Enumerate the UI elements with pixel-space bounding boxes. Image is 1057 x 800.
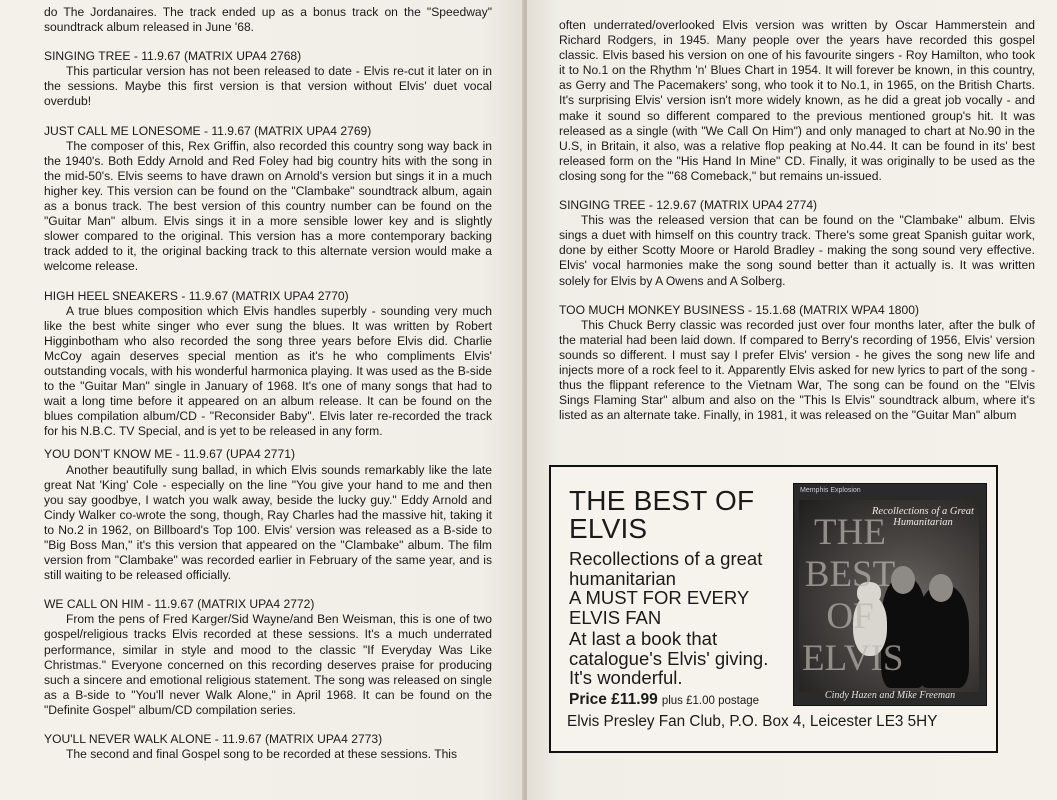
advert-text bbox=[569, 487, 779, 711]
section-body: A true blues composition which Elvis handles superbly - sounding very much like the best white singer who ever sung the blues. It was written by Robert Higginbotham who also recorded the song three years before Elvis did. Charlie McCoy again deserves special mention as it's he who compliments Elvis' outstanding vocals, with his wonderful harmonica playing. It was used as the B-side to the "Guitar Man" single in January of 1968. It's one of many songs that had to wait a long time before it appeared on an album release. It can be found on the blues compilation album/CD - "Reconsider Baby". Elvis later re-recorded the track for his N.B.C. TV Special, and is yet to be released in any form. bbox=[44, 303, 492, 439]
left-column bbox=[44, 5, 492, 762]
section-heading: HIGH HEEL SNEAKERS - 11.9.67 (MATRIX UPA4 2770) bbox=[44, 288, 349, 303]
section-body: This Chuck Berry classic was recorded just over four months later, after the bulk of the material had been laid down. If compared to Berry's recording of 1956, Elvis' version sounds so different. I must say I prefer Elvis' version - he gives the song new life and injects more of a rock feel to it. Apparently Elvis asked for new lyrics to part of the song - thus the flippant reference to the Vietnam War, The song can be found on the "Elvis Sings Flaming Star" album and also on the "This Is Elvis" soundtrack album, where it's listed as an alternate take. Finally, in 1981, it was released on the "Guitar Man" album bbox=[559, 317, 1035, 423]
section-heading: SINGING TREE - 12.9.67 (MATRIX UPA4 2774) bbox=[559, 198, 818, 213]
right-column bbox=[559, 18, 1035, 423]
section-body: Another beautifully sung ballad, in which Elvis sounds remarkably like the late great Nat 'King' Cole - especially on the line "You give your hand to me and then you say goodbye, I watch you walk away, beside the lucky guy." Eddy Arnold and Cindy Walker co-wrote the song, though, Ray Charles had the massive hit, taking it to No.2 in 1962, on Billboard's Top 100. Elvis' version was released as a B-side to "Big Boss Man," it's this version that appeared on the "Clambake" album. The film version from "Clambake" was recorded earlier in February of the same year, and is still waiting to be released officially. bbox=[44, 462, 492, 583]
left-page bbox=[0, 0, 524, 800]
section-heading: YOU DON'T KNOW ME - 11.9.67 (UPA4 2771) bbox=[44, 447, 295, 462]
section-body: The composer of this, Rex Griffin, also recorded this country song way back in the 1940's. Both Eddy Arnold and Red Foley had big country hits with the song in the mid-50's. Elvis seems to have drawn on Arnold's version but sings it in a much higher key. This version can be found on the "Clambake" soundtrack album, again as a bonus track. The best version of this country number can be found on the "Guitar Man" album. Elvis sings it in a more sensible lower key and is slightly slower compared to the original. This version has a more contemporary backing track added to it, the original backing track to this alternate version would make a welcome release. bbox=[44, 138, 492, 274]
price-label: Price £11.99 bbox=[569, 690, 658, 708]
cover-publisher: Memphis Explosion bbox=[800, 487, 861, 494]
figure-face bbox=[929, 574, 953, 602]
section-heading: YOU'LL NEVER WALK ALONE - 11.9.67 (MATRIX UPA4 2773) bbox=[44, 732, 383, 747]
advert-tagline: A MUST FOR EVERY ELVIS FAN bbox=[569, 587, 749, 628]
section-heading: TOO MUCH MONKEY BUSINESS - 15.1.68 (MATRIX WPA4 1800) bbox=[559, 302, 919, 317]
right-intro: often underrated/overlooked Elvis version was written by Oscar Hammerstein and Richard Rodgers, in 1945. Many people over the years have recorded this gospel classic. Elvis based his version on one of his favourite singers - Roy Hamilton, who took it to No.1 on the Rhythm 'n' Blues Chart in 1954. It will forever be known, in this country, as Gerry and The Pacemakers' song, who took it to No.1, in 1965, on the British Charts. It's surprising Elvis' version isn't more widely known, as he did a great job vocally - and make it sound so different compared to the previous mentioned group's hit. It was released as a single (with "We Call On Him") and only managed to chart at No.90 in the U.S, in Britain, it also, was a relative flop peaking at No.44. It can be found in its' best released form on the "His Hand In Mine" CD. Finally, it was originally to be used as the closing song for the "'68 Comeback," but remains un-issued. bbox=[559, 18, 1035, 183]
advert-subtitle: Recollections of a great humanitarian bbox=[569, 548, 763, 589]
advert-blurb: At last a book that catalogue's Elvis' giving. It's wonderful. bbox=[569, 628, 769, 688]
advert-title-line2: ELVIS bbox=[569, 513, 648, 544]
cover-title: THE BEST OF ELVIS bbox=[802, 512, 904, 679]
section-heading: WE CALL ON HIM - 11.9.67 (MATRIX UPA4 2772) bbox=[44, 597, 315, 612]
section-body: The second and final Gospel song to be recorded at these sessions. This bbox=[66, 747, 458, 762]
section-body: From the pens of Fred Karger/Sid Wayne/and Ben Weisman, this is one of two gospel/religious tracks Elvis recorded at these sessions. It's a much underrated performance, similar in style and mood to the classic "If Everyday Was Like Christmas." Everyone concerned on this recording deserves praise for producing such a sincere and emotional religious statement. The song was released on single as a B-side to "You'll never Walk Alone," in April 1968. It can be found on the "Definite Gospel" album/CD compilation series. bbox=[44, 612, 492, 717]
advert-price bbox=[569, 690, 779, 711]
postage-label: plus £1.00 postage bbox=[661, 694, 760, 707]
advert-title-line1: THE BEST OF bbox=[569, 485, 755, 516]
section-body: This was the released version that can be found on the "Clambake" album. Elvis sings a duet with himself on this country track. There's some great Spanish guitar work, done by either Scotty Moore or Harold Bradley - making the song sound very effective. Elvis' vocal harmonies make the song sound better than it actually is. It was written solely for Elvis by A Owens and A Solberg. bbox=[559, 213, 1035, 288]
section-body: This particular version has not been released to date - Elvis re-cut it later on in the sessions. Maybe this first version is that version without Elvis' duet vocal overdub! bbox=[44, 64, 492, 109]
left-intro: do The Jordanaires. The track ended up as a bonus track on the "Speedway" soundtrack album released in June '68. bbox=[44, 5, 492, 35]
advert-address: Elvis Presley Fan Club, P.O. Box 4, Leicester LE3 5HY bbox=[567, 713, 938, 730]
cover-authors: Cindy Hazen and Mike Freeman bbox=[824, 690, 956, 701]
right-page bbox=[527, 0, 1057, 800]
book-cover-image bbox=[793, 483, 987, 706]
book-advert bbox=[549, 465, 998, 753]
section-heading: JUST CALL ME LONESOME - 11.9.67 (MATRIX UPA4 2769) bbox=[44, 123, 372, 138]
cover-subtitle: Recollections of a Great Humanitarian bbox=[872, 506, 974, 528]
section-heading: SINGING TREE - 11.9.67 (MATRIX UPA4 2768) bbox=[44, 49, 302, 64]
